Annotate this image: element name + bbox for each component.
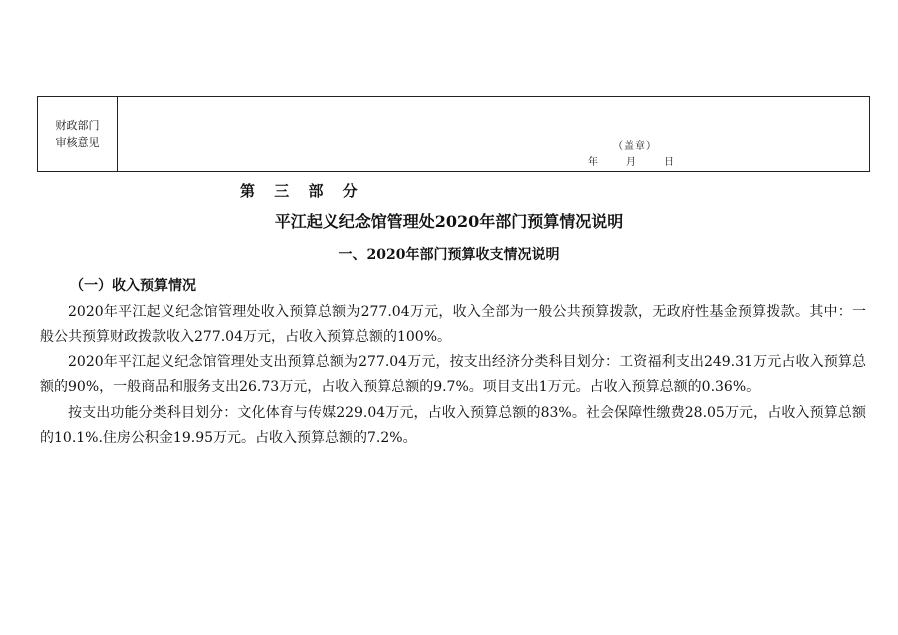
paragraph-income: 2020年平江起义纪念馆管理处收入预算总额为277.04万元，收入全部为一般公共预算拨款，无政府性基金预算拨款。其中：一般公共预算财政拨款收入277.04万元，占收入预算总额的100%。 (40, 304, 866, 345)
date-year: 年 (588, 157, 598, 168)
body-text (40, 300, 866, 451)
finance-review-table (37, 96, 870, 172)
section-title: 一、2020年部门预算收支情况说明 (338, 247, 560, 263)
review-label-line2: 审核意见 (55, 136, 100, 149)
review-opinion-cell (118, 97, 869, 171)
seal-placeholder: （盖章） (613, 141, 657, 152)
date-day: 日 (664, 157, 674, 168)
part-title: 第 三 部 分 (240, 182, 365, 200)
paragraph-expenditure-functional: 按支出功能分类科目划分：文化体育与传媒229.04万元，占收入预算总额的83%。社会保障性缴费28.05万元，占收入预算总额的10.1%.住房公积金19.95万元。占收入预算总额的7.2%。 (40, 404, 866, 446)
review-label-cell (38, 97, 118, 171)
document-title: 平江起义纪念馆管理处2020年部门预算情况说明 (274, 212, 624, 231)
date-line (588, 153, 674, 168)
subsection-title: （一）收入预算情况 (70, 278, 196, 294)
review-label-line1: 财政部门 (55, 119, 100, 132)
paragraph-expenditure-economic: 2020年平江起义纪念馆管理处支出预算总额为277.04万元，按支出经济分类科目划分：工资福利支出249.31万元占收入预算总额的90%，一般商品和服务支出26.73万元，占收入预算总额的9.7%。项目支出1万元。占收入预算总额的0.36%。 (40, 354, 866, 396)
date-month: 月 (626, 157, 636, 168)
